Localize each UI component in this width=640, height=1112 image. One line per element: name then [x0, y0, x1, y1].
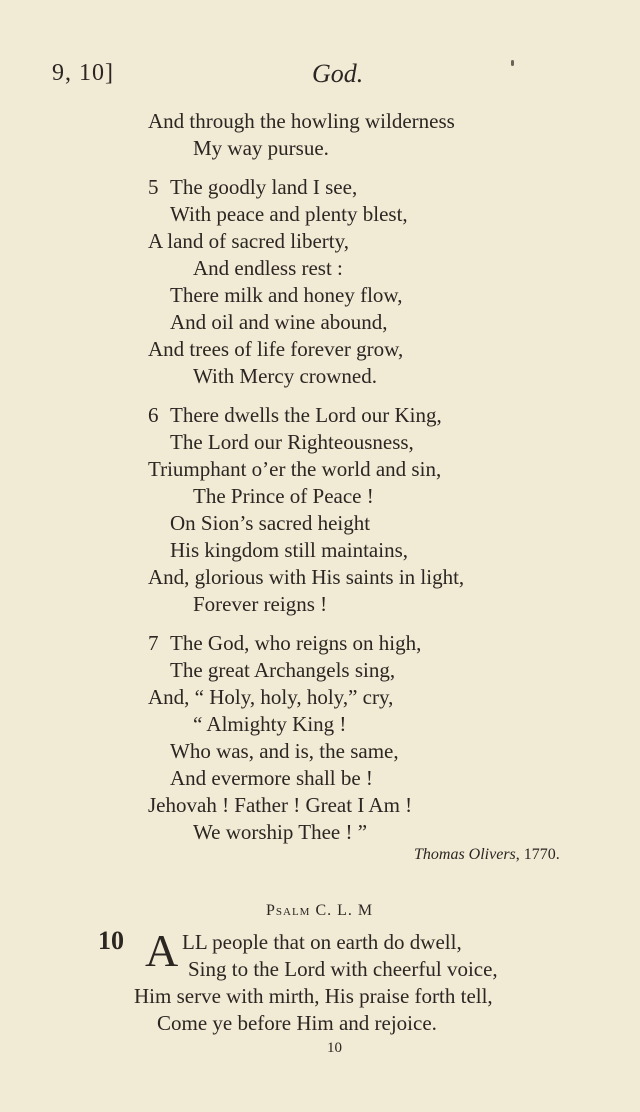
page-title: God. [312, 59, 364, 88]
verse-line: A land of sacred liberty, [148, 229, 349, 253]
verse-line: With peace and plenty blest, [170, 202, 408, 226]
page-number: 10 [327, 1040, 342, 1056]
verse-line: And trees of life forever grow, [148, 337, 404, 361]
stanza-number: 6 [148, 403, 159, 427]
verse-line: My way pursue. [193, 136, 329, 160]
psalm-heading: Psalm C. L. M [266, 902, 374, 919]
ink-speck [511, 60, 514, 66]
verse-line: Forever reigns ! [193, 592, 328, 616]
verse-line: Triumphant o’er the world and sin, [148, 457, 442, 481]
hymn-range: 9, 10] [52, 60, 114, 86]
verse-line: And evermore shall be ! [170, 766, 373, 790]
verse-line: The great Archangels sing, [170, 658, 396, 682]
verse-line: There milk and honey flow, [170, 283, 403, 307]
verse-line: The Lord our Righteousness, [170, 430, 414, 454]
verse-line: Jehovah ! Father ! Great I Am ! [148, 793, 413, 817]
verse-line: LL people that on earth do dwell, [182, 930, 462, 954]
stanza-number: 7 [148, 631, 159, 655]
verse-line: Him serve with mirth, His praise forth tell, [134, 984, 493, 1008]
hymn-number: 10 [98, 926, 124, 955]
verse-line: And, “ Holy, holy, holy,” cry, [148, 685, 394, 709]
verse-line: And through the howling wilderness [148, 109, 455, 133]
stanza-number: 5 [148, 175, 159, 199]
stanza-5-line-1: 5 The goodly land I see, [148, 175, 358, 199]
verse-line: We worship Thee ! ” [193, 820, 368, 844]
author-year: , 1770. [515, 846, 560, 863]
drop-cap: A [145, 925, 179, 976]
verse-line: Come ye before Him and rejoice. [157, 1011, 437, 1035]
verse-line: With Mercy crowned. [193, 364, 378, 388]
stanza-6-line-1: 6 There dwells the Lord our King, [148, 403, 442, 427]
verse-line: And, glorious with His saints in light, [148, 565, 465, 589]
verse-line: The Prince of Peace ! [193, 484, 374, 508]
verse-line: On Sion’s sacred height [170, 511, 371, 535]
stanza-7-line-1: 7 The God, who reigns on high, [148, 631, 422, 655]
author-name: Thomas Olivers [414, 846, 516, 863]
verse-line: “ Almighty King ! [193, 712, 347, 736]
verse-line: Sing to the Lord with cheerful voice, [188, 957, 498, 981]
verse-line: His kingdom still maintains, [170, 538, 409, 562]
verse-line: And oil and wine abound, [170, 310, 388, 334]
verse-line: And endless rest : [193, 256, 343, 280]
hymn-attribution [414, 846, 560, 864]
verse-line: Who was, and is, the same, [170, 739, 399, 763]
